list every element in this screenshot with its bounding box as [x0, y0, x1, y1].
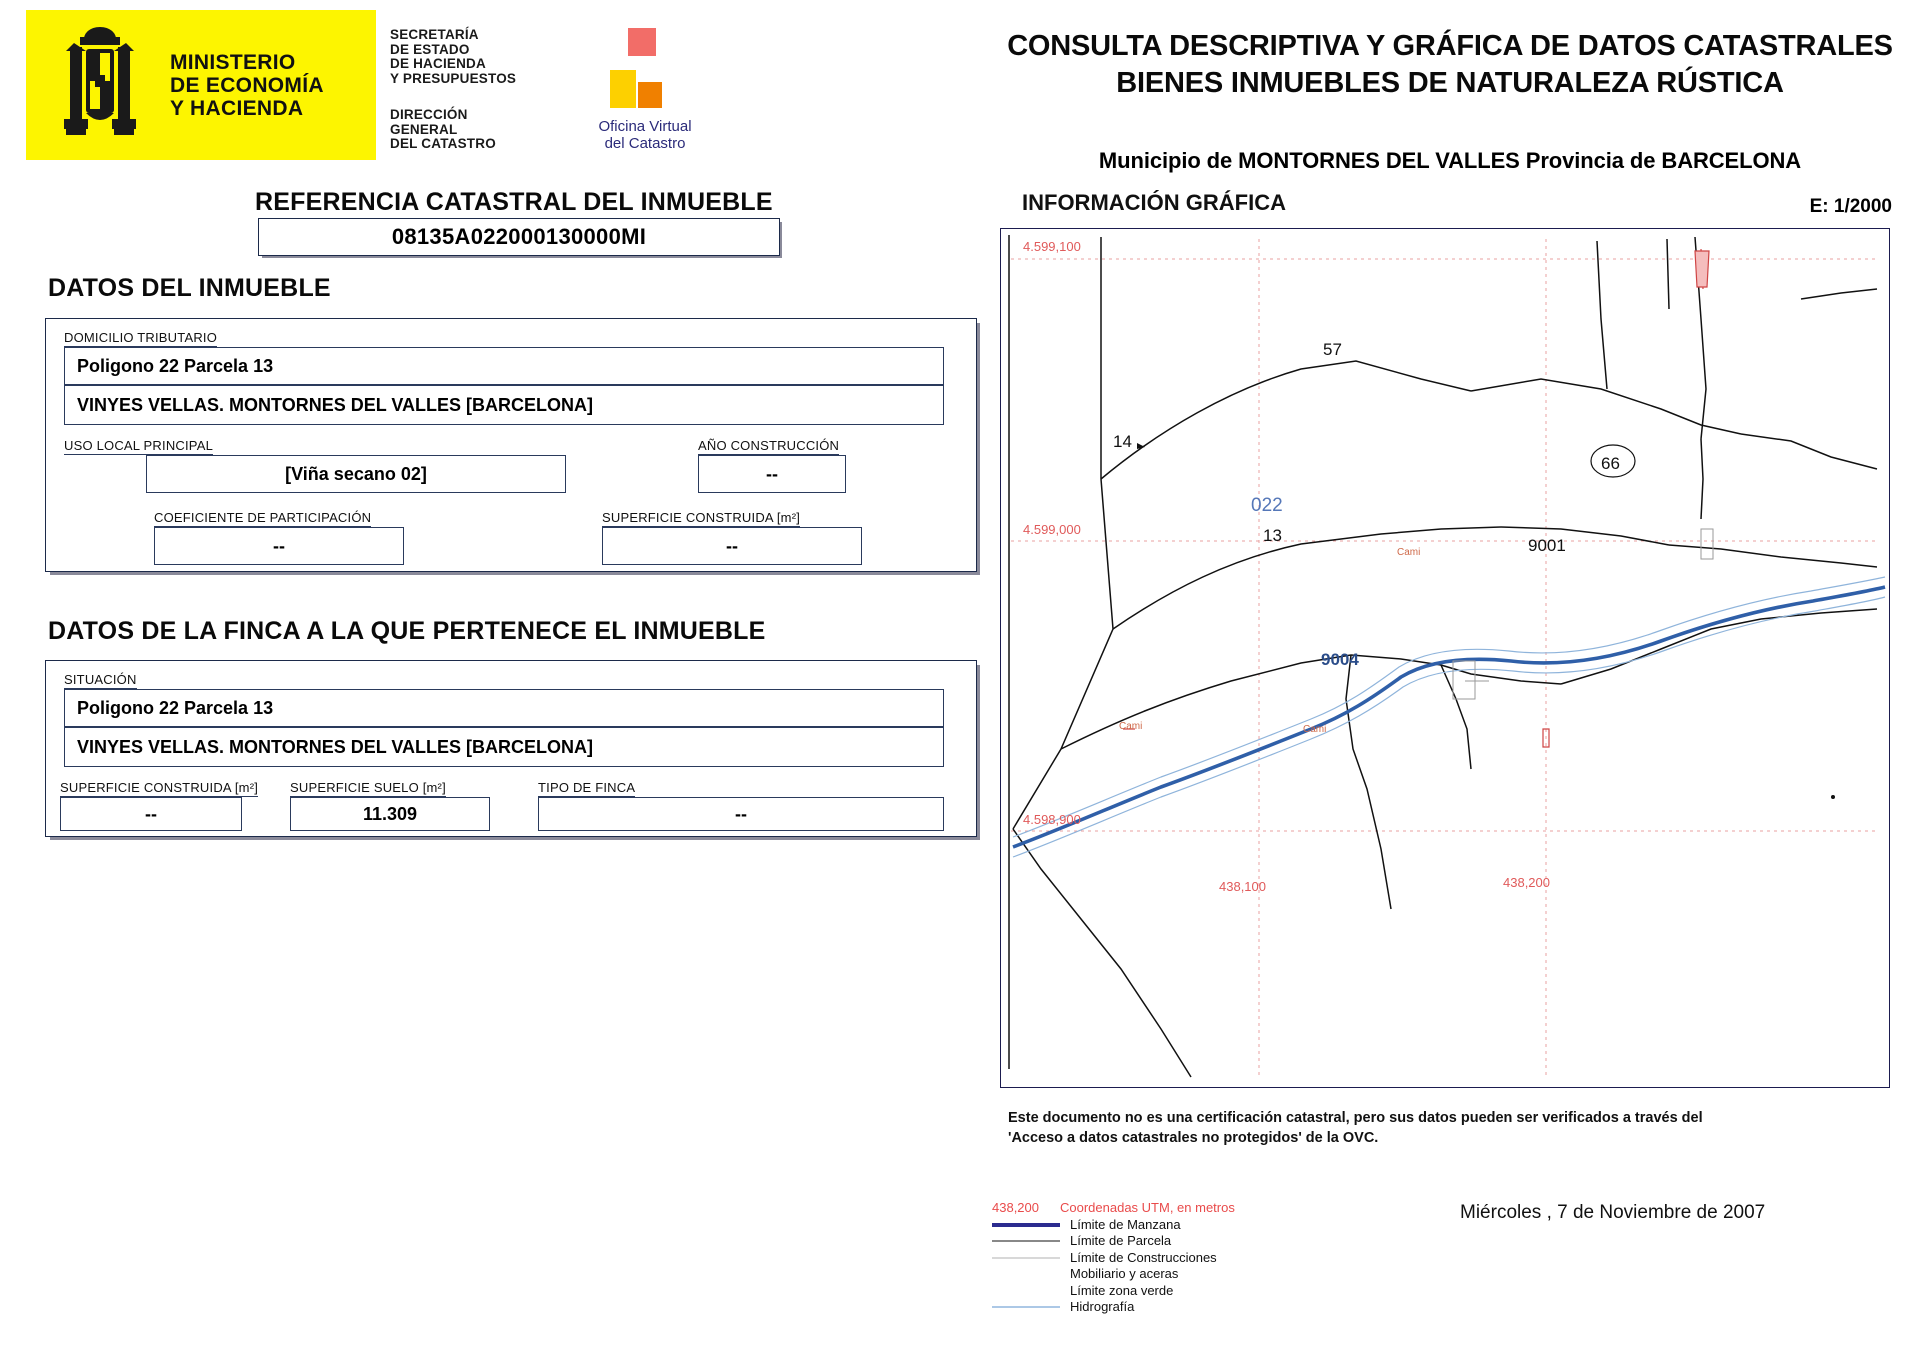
info-grafica-label: INFORMACIÓN GRÁFICA — [1022, 190, 1286, 215]
document-title-line-1: CONSULTA DESCRIPTIVA Y GRÁFICA DE DATOS CATASTRALES — [1007, 30, 1893, 62]
direccion-line-2: GENERAL — [390, 121, 458, 137]
svg-text:Cami: Cami — [1303, 724, 1327, 735]
label-uso-local-principal: USO LOCAL PRINCIPAL — [64, 438, 214, 453]
label-coeficiente-participacion: COEFICIENTE DE PARTICIPACIÓN — [154, 510, 372, 525]
svg-text:4.598,900: 4.598,900 — [1023, 812, 1081, 827]
legend-label-zona-verde: Límite zona verde — [1070, 1282, 1174, 1298]
coat-of-arms-icon — [40, 23, 160, 148]
legend-item-manzana — [992, 1217, 1422, 1234]
legend-item-zona-verde — [992, 1283, 1422, 1300]
ovc-square-red — [628, 28, 656, 56]
svg-text:438,200: 438,200 — [1503, 875, 1550, 890]
ministry-line-2: DE ECONOMÍA — [170, 73, 324, 97]
svg-text:13: 13 — [1263, 526, 1282, 545]
value-tipo-de-finca — [538, 797, 944, 831]
situacion-line2-text: VINYES VELLAS. MONTORNES DEL VALLES [BARCELONA] — [77, 736, 594, 757]
secretaria-line-3: DE HACIENDA — [390, 56, 486, 71]
superficie-construida-inmueble-text: -- — [726, 535, 738, 556]
ministry-name — [170, 51, 324, 120]
reference-value-box — [258, 218, 780, 256]
legend-item-construcciones — [992, 1250, 1422, 1267]
svg-text:Cami: Cami — [1119, 721, 1143, 732]
map-note-line-2: 'Acceso a datos catastrales no protegidos' de la OVC. — [1008, 1130, 1379, 1146]
legend-swatch-manzana — [992, 1219, 1060, 1231]
coeficiente-text: -- — [273, 535, 285, 556]
map-disclaimer-note — [1008, 1108, 1888, 1148]
legend-coords-sample: 438,200 — [992, 1200, 1039, 1215]
cadastral-reference-value: 08135A022000130000MI — [391, 224, 647, 249]
label-superficie-suelo: SUPERFICIE SUELO [m²] — [290, 780, 446, 795]
label-tipo-de-finca: TIPO DE FINCA — [538, 780, 636, 795]
svg-text:Cami: Cami — [1397, 547, 1421, 558]
svg-text:9004: 9004 — [1321, 650, 1359, 669]
svg-text:66: 66 — [1601, 454, 1620, 473]
document-subtitle: Municipio de MONTORNES DEL VALLES Provincia de BARCELONA — [1098, 148, 1802, 173]
panel-inmueble — [45, 318, 977, 572]
uso-local-text: [Viña secano 02] — [285, 463, 427, 484]
ovc-square-yellow — [610, 70, 636, 108]
secretaria-line-1: SECRETARÍA — [390, 27, 479, 42]
legend-swatch-zona-verde — [992, 1285, 1060, 1297]
document-date: Miércoles , 7 de Noviembre de 2007 — [1460, 1202, 1766, 1223]
legend-swatch-mobiliario — [992, 1268, 1060, 1280]
svg-text:438,100: 438,100 — [1219, 879, 1266, 894]
section-title-inmueble: DATOS DEL INMUEBLE — [48, 274, 331, 302]
map-note-line-1: Este documento no es una certificación catastral, pero sus datos pueden ser verificados a través del — [1008, 1110, 1703, 1126]
value-situacion-line2 — [64, 727, 944, 767]
ovc-line-2: del Catastro — [604, 135, 686, 152]
superficie-construida-finca-text: -- — [145, 803, 157, 824]
svg-text:14: 14 — [1113, 432, 1132, 451]
panel-finca — [45, 660, 977, 837]
reference-title: REFERENCIA CATASTRAL DEL INMUEBLE — [255, 188, 773, 216]
ministry-line-1: MINISTERIO — [170, 50, 296, 74]
domicilio-line2-text: VINYES VELLAS. MONTORNES DEL VALLES [BARCELONA] — [77, 394, 594, 415]
value-domicilio-line1 — [64, 347, 944, 385]
map-svg — [1001, 229, 1889, 1087]
ministry-line-3: Y HACIENDA — [170, 96, 304, 120]
label-situacion: SITUACIÓN — [64, 672, 137, 687]
secretary-of-state-block — [390, 28, 516, 86]
label-superficie-construida-finca: SUPERFICIE CONSTRUIDA [m²] — [60, 780, 259, 795]
legend-label-coordenadas: Coordenadas UTM, en metros — [1060, 1200, 1235, 1215]
situacion-line1-text: Poligono 22 Parcela 13 — [77, 697, 274, 718]
scale-label: E: 1/2000 — [1809, 196, 1892, 217]
direccion-line-3: DEL CATASTRO — [390, 136, 496, 151]
label-anyo-construccion: AÑO CONSTRUCCIÓN — [698, 438, 840, 453]
legend-label-mobiliario: Mobiliario y aceras — [1070, 1266, 1179, 1281]
ovc-label — [560, 118, 730, 152]
legend-label-parcela: Límite de Parcela — [1070, 1233, 1172, 1248]
svg-text:9001: 9001 — [1528, 536, 1566, 555]
svg-text:57: 57 — [1323, 340, 1342, 359]
value-superficie-construida-inmueble — [602, 527, 862, 565]
secretaria-line-2: DE ESTADO — [390, 41, 470, 57]
legend-swatch-parcela — [992, 1235, 1060, 1247]
domicilio-line1-text: Poligono 22 Parcela 13 — [77, 355, 274, 376]
value-superficie-suelo — [290, 797, 490, 831]
value-uso-local-principal — [146, 455, 566, 493]
legend-swatch-construcciones — [992, 1252, 1060, 1264]
ovc-square-orange — [638, 82, 662, 108]
superficie-suelo-text: 11.309 — [362, 803, 418, 824]
legend-label-manzana: Límite de Manzana — [1070, 1216, 1181, 1232]
direccion-line-1: DIRECCIÓN — [390, 107, 468, 122]
cadastral-map[interactable] — [1000, 228, 1890, 1088]
value-anyo-construccion — [698, 455, 846, 493]
svg-text:022: 022 — [1251, 495, 1283, 516]
legend-label-hidrografia: Hidrografía — [1070, 1299, 1135, 1314]
anyo-construccion-text: -- — [766, 463, 778, 484]
directorate-block — [390, 108, 496, 152]
value-domicilio-line2 — [64, 385, 944, 425]
secretaria-line-4: Y PRESUPUESTOS — [390, 70, 517, 86]
svg-text:4.599,100: 4.599,100 — [1023, 239, 1081, 254]
document-title — [990, 28, 1910, 102]
ovc-logo-icon — [610, 28, 680, 108]
map-legend — [992, 1200, 1422, 1316]
svg-text:4.599,000: 4.599,000 — [1023, 522, 1081, 537]
legend-item-coordenadas — [992, 1200, 1422, 1217]
legend-swatch-hidrografia — [992, 1301, 1060, 1313]
ovc-line-1: Oficina Virtual — [598, 118, 692, 135]
label-domicilio-tributario: DOMICILIO TRIBUTARIO — [64, 330, 218, 345]
section-title-finca: DATOS DE LA FINCA A LA QUE PERTENECE EL INMUEBLE — [48, 617, 766, 645]
value-situacion-line1 — [64, 689, 944, 727]
ministry-logo-block — [26, 10, 376, 160]
value-coeficiente-participacion — [154, 527, 404, 565]
tipo-de-finca-text: -- — [735, 803, 747, 824]
document-title-line-2: BIENES INMUEBLES DE NATURALEZA RÚSTICA — [1116, 67, 1784, 99]
legend-label-construcciones: Límite de Construcciones — [1070, 1249, 1217, 1265]
label-superficie-construida-inmueble: SUPERFICIE CONSTRUIDA [m²] — [602, 510, 801, 525]
legend-item-mobiliario — [992, 1266, 1422, 1283]
legend-item-hidrografia — [992, 1299, 1422, 1316]
value-superficie-construida-finca — [60, 797, 242, 831]
legend-item-parcela — [992, 1233, 1422, 1250]
